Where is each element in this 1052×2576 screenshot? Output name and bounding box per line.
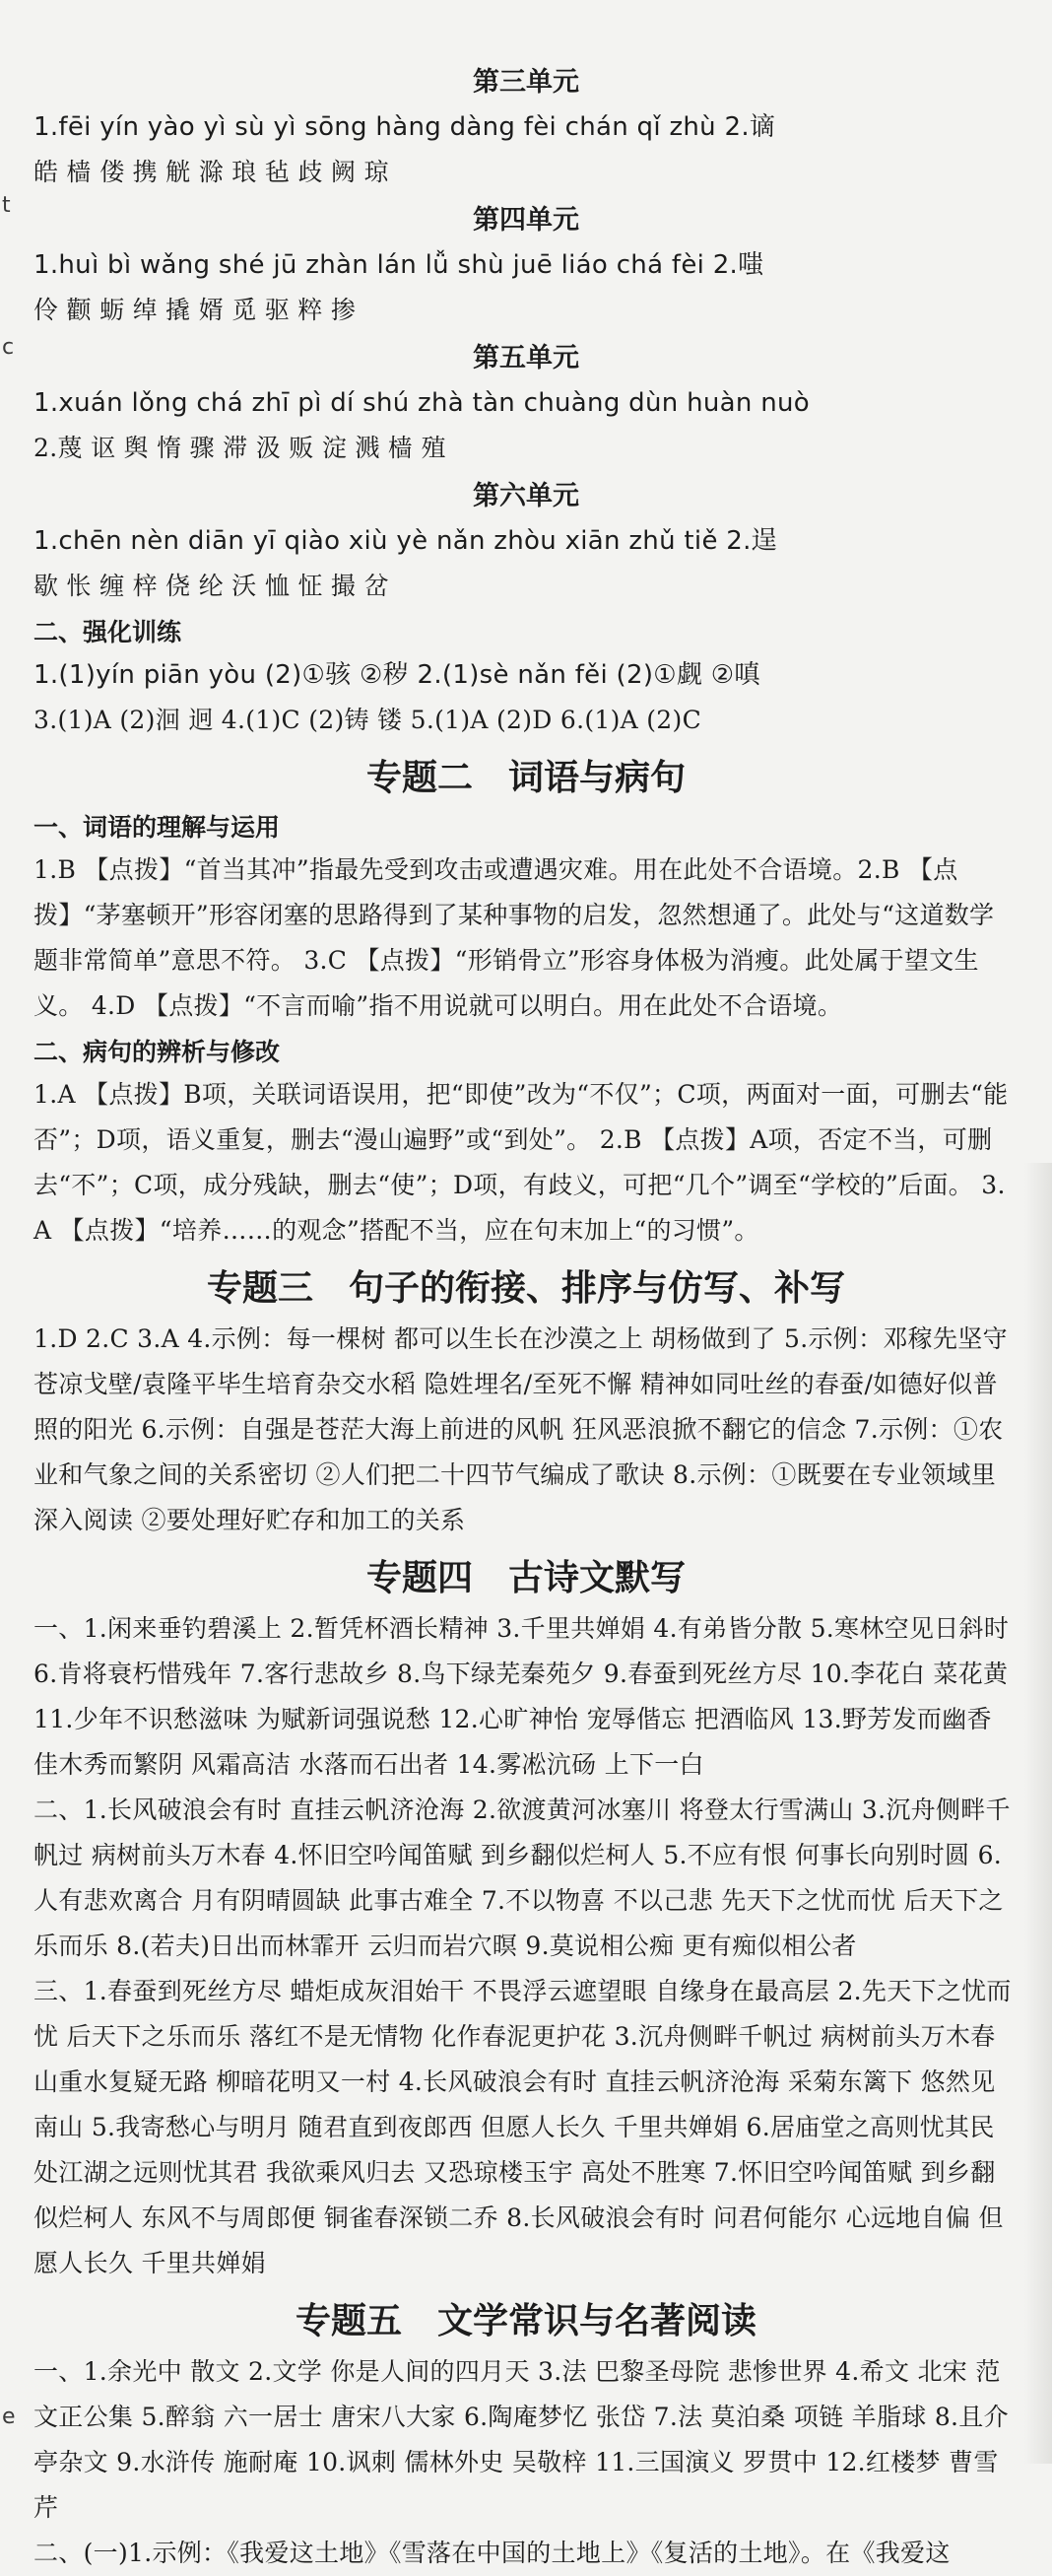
topic-title: 专题二 词语与病句 bbox=[365, 758, 686, 798]
topic-4 bbox=[33, 1553, 1019, 2286]
reinforce-heading: 二、强化训练 bbox=[33, 618, 182, 646]
topic-text: 二、(一)1.示例：《我爱这土地》《雪落在中国的土地上》《复活的土地》。在《我爱这 bbox=[33, 2539, 951, 2567]
topic-text: 1.B 【点拨】“首当其冲”指最先受到攻击或遭遇灾难。用在此处不合语境。2.B 【点拨】“茅塞顿开”形容闭塞的思路得到了某种事物的启发，忽然想通了。此处与“这道数学题非常简单”意思不符。 3.C 【点拨】“形销骨立”形容身体极为消瘦。此处属于望文生义。 4.D 【点拨】“不言而喻”指不用说就可以明白。用在此处不合语境。 bbox=[33, 855, 995, 1020]
reinforce-line: 3.(1)A (2)洄 迥 4.(1)C (2)铸 镂 5.(1)A (2)D 6.(1)A (2)C bbox=[33, 706, 701, 734]
unit-title: 第四单元 bbox=[473, 205, 579, 236]
topic-text: 一、1.闲来垂钓碧溪上 2.暂凭杯酒长精神 3.千里共婵娟 4.有弟皆分散 5.寒林空见日斜时 6.肯将衰朽惜残年 7.客行悲故乡 8.鸟下绿芜秦苑夕 9.春蚕到死丝方尽 10.李花白 菜花黄 11.少年不识愁滋味 为赋新词强说愁 12.心旷神怡 宠辱偕忘 把酒临风 13.野芳发而幽香 佳木秀而繁阴 风霜高洁 水落而石出者 14.雾凇沆砀 上下一白 bbox=[33, 1614, 1018, 1779]
adjacent-page-edge bbox=[1024, 1163, 1052, 2464]
unit-6 bbox=[33, 477, 1019, 609]
topic-text: 1.D 2.C 3.A 4.示例：每一棵树 都可以生长在沙漠之上 胡杨做到了 5.示例：邓稼先坚守苍凉戈壁/袁隆平毕生培育杂交水稻 隐姓埋名/至死不懈 精神如同吐丝的春蚕/如德好似普照的阳光 6.示例：自强是苍茫大海上前进的风帆 狂风恶浪掀不翻它的信念 7.示例：①农业和气象之间的关系密切 ②人们把二十四节气编成了歌诀 8.示例：①既要在专业领域里深入阅读 ②要处理好贮存和加工的关系 bbox=[33, 1324, 1008, 1534]
topic-title: 专题三 句子的衔接、排序与仿写、补写 bbox=[206, 1268, 845, 1309]
unit-line: 1.chēn nèn diān yī qiào xiù yè nǎn zhòu xiān zhǔ tiě 2.逞 bbox=[33, 526, 778, 556]
unit-line: 2.蔑 讴 舆 惰 骤 滞 汲 贩 淀 溅 樯 殖 bbox=[33, 434, 446, 462]
unit-line: 歇 怅 缠 梓 侥 纶 沃 恤 怔 撮 岔 bbox=[33, 572, 389, 600]
unit-5 bbox=[33, 339, 1019, 471]
topic-subheading: 一、词语的理解与运用 bbox=[33, 813, 281, 842]
unit-title: 第三单元 bbox=[473, 67, 579, 98]
topic-5 bbox=[33, 2296, 1019, 2576]
unit-title: 第五单元 bbox=[473, 343, 579, 373]
edge-mark: t bbox=[2, 193, 11, 218]
answer-content bbox=[33, 57, 1019, 2576]
unit-line: 皓 樯 偻 携 觥 滁 琅 毡 歧 阙 琼 bbox=[33, 158, 389, 186]
unit-title: 第六单元 bbox=[473, 481, 579, 511]
topic-text: 一、1.余光中 散文 2.文学 你是人间的四月天 3.法 巴黎圣母院 悲惨世界 4.希文 北宋 范文正公集 5.醉翁 六一居士 唐宋八大家 6.陶庵梦忆 张岱 7.法 莫泊桑 项链 羊脂球 8.且介亭杂文 9.水浒传 施耐庵 10.讽刺 儒林外史 吴敬梓 11.三国演义 罗贯中 12.红楼梦 曹雪芹 bbox=[33, 2357, 1009, 2522]
reinforce-line: 1.(1)yín piān yòu (2)①骇 ②秽 2.(1)sè nǎn fěi (2)①觑 ②嗔 bbox=[33, 660, 760, 690]
topic-2 bbox=[33, 753, 1019, 1254]
edge-mark: e bbox=[2, 2405, 16, 2429]
unit-line: 伶 颧 蛎 绰 撬 婿 觅 驱 粹 掺 bbox=[33, 296, 357, 324]
reinforce-training bbox=[33, 613, 1019, 743]
topic-title: 专题五 文学常识与名著阅读 bbox=[295, 2301, 756, 2341]
unit-line: 1.huì bì wǎng shé jū zhàn lán lǚ shù juē liáo chá fèi 2.嗤 bbox=[33, 250, 764, 280]
unit-3 bbox=[33, 63, 1019, 195]
topic-subheading: 二、病句的辨析与修改 bbox=[33, 1038, 281, 1066]
edge-mark: c bbox=[2, 335, 15, 360]
topic-title: 专题四 古诗文默写 bbox=[365, 1558, 686, 1598]
topic-text: 二、1.长风破浪会有时 直挂云帆济沧海 2.欲渡黄河冰塞川 将登太行雪满山 3.沉舟侧畔千帆过 病树前头万木春 4.怀旧空吟闻笛赋 到乡翻似烂柯人 5.不应有恨 何事长向别时圆 6.人有悲欢离合 月有阴晴圆缺 此事古难全 7.不以物喜 不以己悲 先天下之忧而忧 后天下之乐而乐 8.(若夫)日出而林霏开 云归而岩穴暝 9.莫说相公痴 更有痴似相公者 bbox=[33, 1796, 1011, 1960]
unit-line: 1.xuán lǒng chá zhī pì dí shú zhà tàn chuàng dùn huàn nuò bbox=[33, 388, 811, 418]
topic-3 bbox=[33, 1263, 1019, 1543]
unit-line: 1.fēi yín yào yì sù yì sōng hàng dàng fèi chán qǐ zhù 2.谪 bbox=[33, 112, 776, 142]
topic-text: 1.A 【点拨】B项，关联词语误用，把“即使”改为“不仅”；C项，两面对一面，可删去“能否”；D项，语义重复，删去“漫山遍野”或“到处”。 2.B 【点拨】A项，否定不当，可删去“不”；C项，成分残缺，删去“使”；D项，有歧义，可把“几个”调至“学校的”后面。 3.A 【点拨】“培养……的观念”搭配不当，应在句末加上“的习惯”。 bbox=[33, 1080, 1009, 1245]
topic-text: 三、1.春蚕到死丝方尽 蜡炬成灰泪始干 不畏浮云遮望眼 自缘身在最高层 2.先天下之忧而忧 后天下之乐而乐 落红不是无情物 化作春泥更护花 3.沉舟侧畔千帆过 病树前头万木春 山重水复疑无路 柳暗花明又一村 4.长风破浪会有时 直挂云帆济沧海 采菊东篱下 悠然见南山 5.我寄愁心与明月 随君直到夜郎西 但愿人长久 千里共婵娟 6.居庙堂之高则忧其民 处江湖之远则忧其君 我欲乘风归去 又恐琼楼玉宇 高处不胜寒 7.怀旧空吟闻笛赋 到乡翻似烂柯人 东风不与周郎便 铜雀春深锁二乔 8.长风破浪会有时 问君何能尔 心远地自偏 但愿人长久 千里共婵娟 bbox=[33, 1977, 1012, 2277]
unit-4 bbox=[33, 201, 1019, 333]
